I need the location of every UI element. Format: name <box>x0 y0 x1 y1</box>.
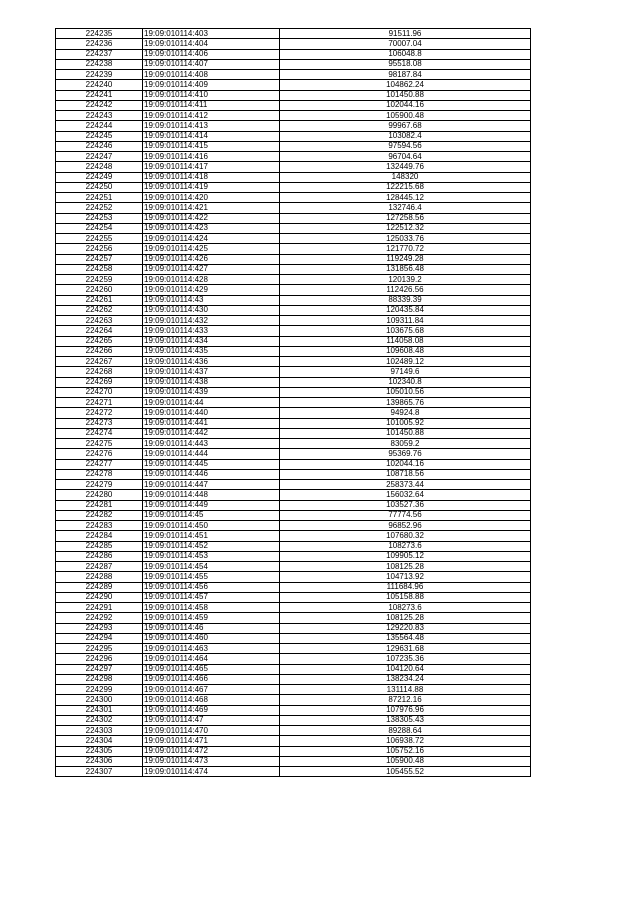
value-cell: 104713.92 <box>280 572 531 582</box>
row-number-cell: 224265 <box>56 336 143 346</box>
cadastral-number-cell: 19:09:010114:424 <box>143 234 280 244</box>
table-row <box>56 90 531 100</box>
value-cell: 108125.28 <box>280 613 531 623</box>
data-table <box>55 28 531 777</box>
cadastral-number-cell: 19:09:010114:43 <box>143 295 280 305</box>
value-cell: 77774.56 <box>280 510 531 520</box>
cadastral-number-cell: 19:09:010114:47 <box>143 715 280 725</box>
table-row <box>56 387 531 397</box>
table-row <box>56 736 531 746</box>
table-row <box>56 582 531 592</box>
value-cell: 135564.48 <box>280 633 531 643</box>
row-number-cell: 224275 <box>56 439 143 449</box>
table-row <box>56 49 531 59</box>
row-number-cell: 224274 <box>56 428 143 438</box>
row-number-cell: 224306 <box>56 756 143 766</box>
cadastral-number-cell: 19:09:010114:422 <box>143 213 280 223</box>
row-number-cell: 224298 <box>56 674 143 684</box>
table-row <box>56 603 531 613</box>
value-cell: 99967.68 <box>280 121 531 131</box>
value-cell: 106938.72 <box>280 736 531 746</box>
value-cell: 106048.8 <box>280 49 531 59</box>
table-row <box>56 695 531 705</box>
value-cell: 138234.24 <box>280 674 531 684</box>
value-cell: 105455.52 <box>280 767 531 777</box>
value-cell: 122215.68 <box>280 182 531 192</box>
value-cell: 87212.16 <box>280 695 531 705</box>
row-number-cell: 224285 <box>56 541 143 551</box>
cadastral-number-cell: 19:09:010114:468 <box>143 695 280 705</box>
row-number-cell: 224305 <box>56 746 143 756</box>
table-row <box>56 654 531 664</box>
cadastral-number-cell: 19:09:010114:426 <box>143 254 280 264</box>
value-cell: 121770.72 <box>280 244 531 254</box>
cadastral-number-cell: 19:09:010114:46 <box>143 623 280 633</box>
row-number-cell: 224272 <box>56 408 143 418</box>
cadastral-number-cell: 19:09:010114:436 <box>143 357 280 367</box>
cadastral-number-cell: 19:09:010114:416 <box>143 152 280 162</box>
row-number-cell: 224243 <box>56 111 143 121</box>
row-number-cell: 224266 <box>56 346 143 356</box>
table-row <box>56 726 531 736</box>
value-cell: 112426.56 <box>280 285 531 295</box>
row-number-cell: 224291 <box>56 603 143 613</box>
table-row <box>56 172 531 182</box>
cadastral-number-cell: 19:09:010114:410 <box>143 90 280 100</box>
row-number-cell: 224273 <box>56 418 143 428</box>
cadastral-number-cell: 19:09:010114:435 <box>143 346 280 356</box>
table-row <box>56 428 531 438</box>
table-row <box>56 264 531 274</box>
cadastral-number-cell: 19:09:010114:456 <box>143 582 280 592</box>
row-number-cell: 224240 <box>56 80 143 90</box>
table-row <box>56 572 531 582</box>
cadastral-number-cell: 19:09:010114:453 <box>143 551 280 561</box>
cadastral-number-cell: 19:09:010114:443 <box>143 439 280 449</box>
table-row <box>56 449 531 459</box>
value-cell: 108273.6 <box>280 603 531 613</box>
value-cell: 102340.8 <box>280 377 531 387</box>
table-row <box>56 746 531 756</box>
row-number-cell: 224259 <box>56 275 143 285</box>
table-row <box>56 439 531 449</box>
value-cell: 70007.04 <box>280 39 531 49</box>
row-number-cell: 224264 <box>56 326 143 336</box>
row-number-cell: 224280 <box>56 490 143 500</box>
cadastral-number-cell: 19:09:010114:411 <box>143 100 280 110</box>
row-number-cell: 224290 <box>56 592 143 602</box>
value-cell: 104862.24 <box>280 80 531 90</box>
value-cell: 105752.16 <box>280 746 531 756</box>
table-row <box>56 39 531 49</box>
row-number-cell: 224302 <box>56 715 143 725</box>
row-number-cell: 224268 <box>56 367 143 377</box>
cadastral-number-cell: 19:09:010114:403 <box>143 29 280 39</box>
row-number-cell: 224255 <box>56 234 143 244</box>
cadastral-number-cell: 19:09:010114:45 <box>143 510 280 520</box>
row-number-cell: 224250 <box>56 182 143 192</box>
cadastral-number-cell: 19:09:010114:465 <box>143 664 280 674</box>
value-cell: 108273.6 <box>280 541 531 551</box>
row-number-cell: 224277 <box>56 459 143 469</box>
row-number-cell: 224262 <box>56 305 143 315</box>
value-cell: 101450.88 <box>280 428 531 438</box>
value-cell: 107235.36 <box>280 654 531 664</box>
value-cell: 122512.32 <box>280 223 531 233</box>
table-row <box>56 111 531 121</box>
row-number-cell: 224267 <box>56 357 143 367</box>
value-cell: 128445.12 <box>280 193 531 203</box>
value-cell: 103527.36 <box>280 500 531 510</box>
table-row <box>56 521 531 531</box>
value-cell: 111684.96 <box>280 582 531 592</box>
value-cell: 119249.28 <box>280 254 531 264</box>
cadastral-number-cell: 19:09:010114:446 <box>143 469 280 479</box>
table-row <box>56 213 531 223</box>
table-row <box>56 562 531 572</box>
row-number-cell: 224252 <box>56 203 143 213</box>
cadastral-number-cell: 19:09:010114:470 <box>143 726 280 736</box>
cadastral-number-cell: 19:09:010114:441 <box>143 418 280 428</box>
cadastral-number-cell: 19:09:010114:450 <box>143 521 280 531</box>
value-cell: 139865.76 <box>280 398 531 408</box>
table-row <box>56 234 531 244</box>
row-number-cell: 224279 <box>56 480 143 490</box>
table-row <box>56 767 531 777</box>
cadastral-number-cell: 19:09:010114:44 <box>143 398 280 408</box>
table-row <box>56 459 531 469</box>
cadastral-number-cell: 19:09:010114:448 <box>143 490 280 500</box>
row-number-cell: 224263 <box>56 316 143 326</box>
row-number-cell: 224307 <box>56 767 143 777</box>
row-number-cell: 224251 <box>56 193 143 203</box>
cadastral-number-cell: 19:09:010114:451 <box>143 531 280 541</box>
cadastral-number-cell: 19:09:010114:439 <box>143 387 280 397</box>
value-cell: 105010.56 <box>280 387 531 397</box>
cadastral-number-cell: 19:09:010114:460 <box>143 633 280 643</box>
value-cell: 96704.64 <box>280 152 531 162</box>
value-cell: 95518.08 <box>280 59 531 69</box>
table-row <box>56 326 531 336</box>
value-cell: 108125.28 <box>280 562 531 572</box>
table-row <box>56 244 531 254</box>
value-cell: 103675.68 <box>280 326 531 336</box>
table-row <box>56 541 531 551</box>
table-row <box>56 480 531 490</box>
cadastral-number-cell: 19:09:010114:417 <box>143 162 280 172</box>
row-number-cell: 224244 <box>56 121 143 131</box>
table-row <box>56 80 531 90</box>
table-row <box>56 398 531 408</box>
row-number-cell: 224236 <box>56 39 143 49</box>
value-cell: 114058.08 <box>280 336 531 346</box>
cadastral-number-cell: 19:09:010114:473 <box>143 756 280 766</box>
value-cell: 258373.44 <box>280 480 531 490</box>
cadastral-number-cell: 19:09:010114:444 <box>143 449 280 459</box>
row-number-cell: 224260 <box>56 285 143 295</box>
cadastral-number-cell: 19:09:010114:463 <box>143 644 280 654</box>
table-row <box>56 162 531 172</box>
cadastral-number-cell: 19:09:010114:432 <box>143 316 280 326</box>
row-number-cell: 224288 <box>56 572 143 582</box>
table-row <box>56 705 531 715</box>
row-number-cell: 224245 <box>56 131 143 141</box>
row-number-cell: 224256 <box>56 244 143 254</box>
row-number-cell: 224239 <box>56 70 143 80</box>
value-cell: 91511.96 <box>280 29 531 39</box>
table-row <box>56 418 531 428</box>
cadastral-number-cell: 19:09:010114:404 <box>143 39 280 49</box>
value-cell: 102489.12 <box>280 357 531 367</box>
table-row <box>56 182 531 192</box>
table-row <box>56 408 531 418</box>
table-row <box>56 193 531 203</box>
row-number-cell: 224248 <box>56 162 143 172</box>
cadastral-number-cell: 19:09:010114:414 <box>143 131 280 141</box>
row-number-cell: 224296 <box>56 654 143 664</box>
cadastral-number-cell: 19:09:010114:423 <box>143 223 280 233</box>
table-row <box>56 346 531 356</box>
row-number-cell: 224235 <box>56 29 143 39</box>
value-cell: 109608.48 <box>280 346 531 356</box>
row-number-cell: 224270 <box>56 387 143 397</box>
row-number-cell: 224287 <box>56 562 143 572</box>
value-cell: 125033.76 <box>280 234 531 244</box>
row-number-cell: 224286 <box>56 551 143 561</box>
table-row <box>56 633 531 643</box>
cadastral-number-cell: 19:09:010114:415 <box>143 141 280 151</box>
value-cell: 101450.88 <box>280 90 531 100</box>
table-row <box>56 623 531 633</box>
cadastral-number-cell: 19:09:010114:420 <box>143 193 280 203</box>
table-body <box>56 29 531 777</box>
cadastral-number-cell: 19:09:010114:445 <box>143 459 280 469</box>
row-number-cell: 224261 <box>56 295 143 305</box>
cadastral-number-cell: 19:09:010114:457 <box>143 592 280 602</box>
table-row <box>56 500 531 510</box>
value-cell: 109905.12 <box>280 551 531 561</box>
row-number-cell: 224258 <box>56 264 143 274</box>
table-row <box>56 613 531 623</box>
table-row <box>56 305 531 315</box>
cadastral-number-cell: 19:09:010114:472 <box>143 746 280 756</box>
value-cell: 120435.84 <box>280 305 531 315</box>
row-number-cell: 224257 <box>56 254 143 264</box>
value-cell: 97149.6 <box>280 367 531 377</box>
table-row <box>56 685 531 695</box>
value-cell: 95369.76 <box>280 449 531 459</box>
table-row <box>56 59 531 69</box>
row-number-cell: 224293 <box>56 623 143 633</box>
row-number-cell: 224269 <box>56 377 143 387</box>
table-row <box>56 275 531 285</box>
table-row <box>56 490 531 500</box>
cadastral-number-cell: 19:09:010114:428 <box>143 275 280 285</box>
table-row <box>56 29 531 39</box>
table-row <box>56 100 531 110</box>
table-row <box>56 131 531 141</box>
cadastral-number-cell: 19:09:010114:474 <box>143 767 280 777</box>
cadastral-number-cell: 19:09:010114:434 <box>143 336 280 346</box>
value-cell: 83059.2 <box>280 439 531 449</box>
row-number-cell: 224276 <box>56 449 143 459</box>
table-row <box>56 223 531 233</box>
table-row <box>56 469 531 479</box>
cadastral-number-cell: 19:09:010114:433 <box>143 326 280 336</box>
value-cell: 131114.88 <box>280 685 531 695</box>
table-row <box>56 377 531 387</box>
cadastral-number-cell: 19:09:010114:471 <box>143 736 280 746</box>
value-cell: 129220.83 <box>280 623 531 633</box>
table-row <box>56 551 531 561</box>
cadastral-number-cell: 19:09:010114:427 <box>143 264 280 274</box>
value-cell: 120139.2 <box>280 275 531 285</box>
cadastral-number-cell: 19:09:010114:447 <box>143 480 280 490</box>
value-cell: 132746.4 <box>280 203 531 213</box>
table-row <box>56 203 531 213</box>
value-cell: 94924.8 <box>280 408 531 418</box>
table-row <box>56 510 531 520</box>
row-number-cell: 224241 <box>56 90 143 100</box>
cadastral-number-cell: 19:09:010114:408 <box>143 70 280 80</box>
value-cell: 98187.84 <box>280 70 531 80</box>
cadastral-number-cell: 19:09:010114:458 <box>143 603 280 613</box>
value-cell: 105900.48 <box>280 756 531 766</box>
cadastral-number-cell: 19:09:010114:409 <box>143 80 280 90</box>
row-number-cell: 224303 <box>56 726 143 736</box>
cadastral-number-cell: 19:09:010114:412 <box>143 111 280 121</box>
table-row <box>56 357 531 367</box>
value-cell: 108718.56 <box>280 469 531 479</box>
value-cell: 96852.96 <box>280 521 531 531</box>
table-row <box>56 644 531 654</box>
row-number-cell: 224254 <box>56 223 143 233</box>
value-cell: 131856.48 <box>280 264 531 274</box>
row-number-cell: 224271 <box>56 398 143 408</box>
table-row <box>56 674 531 684</box>
cadastral-number-cell: 19:09:010114:406 <box>143 49 280 59</box>
value-cell: 101005.92 <box>280 418 531 428</box>
table-row <box>56 664 531 674</box>
row-number-cell: 224283 <box>56 521 143 531</box>
row-number-cell: 224292 <box>56 613 143 623</box>
table-row <box>56 756 531 766</box>
table-row <box>56 152 531 162</box>
row-number-cell: 224297 <box>56 664 143 674</box>
row-number-cell: 224238 <box>56 59 143 69</box>
value-cell: 129631.68 <box>280 644 531 654</box>
cadastral-number-cell: 19:09:010114:440 <box>143 408 280 418</box>
value-cell: 105158.88 <box>280 592 531 602</box>
value-cell: 102044.16 <box>280 100 531 110</box>
cadastral-number-cell: 19:09:010114:449 <box>143 500 280 510</box>
cadastral-number-cell: 19:09:010114:418 <box>143 172 280 182</box>
row-number-cell: 224301 <box>56 705 143 715</box>
table-row <box>56 254 531 264</box>
table-row <box>56 285 531 295</box>
cadastral-number-cell: 19:09:010114:459 <box>143 613 280 623</box>
value-cell: 109311.84 <box>280 316 531 326</box>
value-cell: 102044.16 <box>280 459 531 469</box>
cadastral-number-cell: 19:09:010114:407 <box>143 59 280 69</box>
value-cell: 107976.96 <box>280 705 531 715</box>
row-number-cell: 224247 <box>56 152 143 162</box>
table-row <box>56 531 531 541</box>
row-number-cell: 224295 <box>56 644 143 654</box>
row-number-cell: 224249 <box>56 172 143 182</box>
row-number-cell: 224299 <box>56 685 143 695</box>
cadastral-number-cell: 19:09:010114:438 <box>143 377 280 387</box>
row-number-cell: 224253 <box>56 213 143 223</box>
row-number-cell: 224246 <box>56 141 143 151</box>
value-cell: 97594.56 <box>280 141 531 151</box>
value-cell: 138305.43 <box>280 715 531 725</box>
table-row <box>56 367 531 377</box>
value-cell: 127258.56 <box>280 213 531 223</box>
cadastral-number-cell: 19:09:010114:421 <box>143 203 280 213</box>
row-number-cell: 224281 <box>56 500 143 510</box>
value-cell: 156032.64 <box>280 490 531 500</box>
cadastral-number-cell: 19:09:010114:419 <box>143 182 280 192</box>
cadastral-number-cell: 19:09:010114:466 <box>143 674 280 684</box>
cadastral-number-cell: 19:09:010114:442 <box>143 428 280 438</box>
value-cell: 107680.32 <box>280 531 531 541</box>
value-cell: 103082.4 <box>280 131 531 141</box>
value-cell: 104120.64 <box>280 664 531 674</box>
table-row <box>56 316 531 326</box>
cadastral-number-cell: 19:09:010114:430 <box>143 305 280 315</box>
cadastral-number-cell: 19:09:010114:467 <box>143 685 280 695</box>
value-cell: 89288.64 <box>280 726 531 736</box>
table-row <box>56 295 531 305</box>
row-number-cell: 224294 <box>56 633 143 643</box>
table-row <box>56 121 531 131</box>
cadastral-number-cell: 19:09:010114:452 <box>143 541 280 551</box>
row-number-cell: 224304 <box>56 736 143 746</box>
cadastral-number-cell: 19:09:010114:437 <box>143 367 280 377</box>
value-cell: 148320 <box>280 172 531 182</box>
row-number-cell: 224237 <box>56 49 143 59</box>
cadastral-number-cell: 19:09:010114:469 <box>143 705 280 715</box>
value-cell: 132449.76 <box>280 162 531 172</box>
cadastral-number-cell: 19:09:010114:429 <box>143 285 280 295</box>
cadastral-number-cell: 19:09:010114:413 <box>143 121 280 131</box>
table-row <box>56 70 531 80</box>
row-number-cell: 224284 <box>56 531 143 541</box>
row-number-cell: 224278 <box>56 469 143 479</box>
cadastral-number-cell: 19:09:010114:425 <box>143 244 280 254</box>
row-number-cell: 224289 <box>56 582 143 592</box>
row-number-cell: 224242 <box>56 100 143 110</box>
cadastral-number-cell: 19:09:010114:454 <box>143 562 280 572</box>
cadastral-number-cell: 19:09:010114:455 <box>143 572 280 582</box>
table-row <box>56 715 531 725</box>
value-cell: 88339.39 <box>280 295 531 305</box>
row-number-cell: 224282 <box>56 510 143 520</box>
table-row <box>56 592 531 602</box>
row-number-cell: 224300 <box>56 695 143 705</box>
table-row <box>56 141 531 151</box>
cadastral-number-cell: 19:09:010114:464 <box>143 654 280 664</box>
value-cell: 105900.48 <box>280 111 531 121</box>
table-row <box>56 336 531 346</box>
